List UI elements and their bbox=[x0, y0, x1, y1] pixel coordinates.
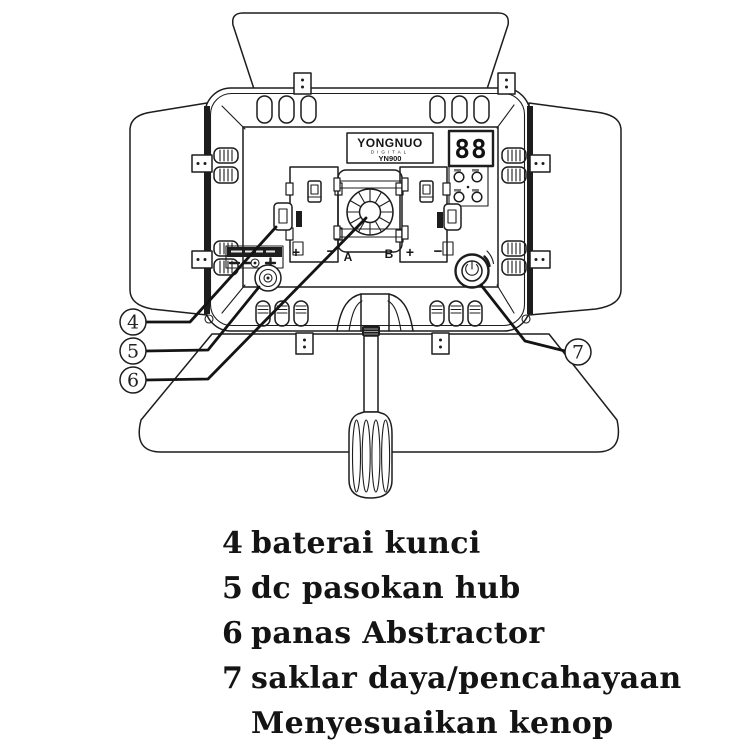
caption-text: saklar daya/pencahayaan bbox=[251, 661, 682, 696]
callout-7-number: 7 bbox=[571, 341, 585, 364]
slot-a-label: A bbox=[343, 250, 353, 264]
caption-text: panas Abstractor bbox=[251, 616, 545, 651]
battery-lock-slider-right bbox=[444, 204, 461, 230]
callout-6 bbox=[120, 367, 146, 393]
caption-number: 5 bbox=[222, 571, 244, 606]
callout-5-number: 5 bbox=[126, 340, 140, 363]
callout-6-number: 6 bbox=[126, 369, 140, 392]
plate-a-minus: − bbox=[326, 243, 336, 260]
model-text: YN900 bbox=[378, 154, 402, 163]
callout-4 bbox=[120, 309, 146, 335]
caption-line bbox=[222, 614, 682, 659]
brand-text: YONGNUO bbox=[357, 136, 423, 150]
slot-b-label: B bbox=[384, 247, 394, 261]
plate-b-plus: + bbox=[405, 244, 415, 260]
display-value: 88 bbox=[454, 135, 488, 165]
caption-number: 4 bbox=[222, 526, 244, 561]
barn-door-top bbox=[233, 13, 509, 89]
caption-number: 7 bbox=[222, 661, 244, 696]
caption-line bbox=[222, 569, 682, 614]
caption-number bbox=[222, 704, 251, 749]
caption-line bbox=[222, 524, 682, 569]
caption-text: dc pasokan hub bbox=[251, 571, 521, 606]
led-display bbox=[449, 131, 493, 166]
callout-4-number: 4 bbox=[126, 311, 140, 334]
callout-5 bbox=[120, 338, 146, 364]
caption-text: Menyesuaikan kenop bbox=[251, 706, 614, 741]
caption-text: baterai kunci bbox=[251, 526, 481, 561]
caption-number: 6 bbox=[222, 616, 244, 651]
barn-door-left bbox=[130, 103, 207, 315]
brand-sub-text: DIGITAL bbox=[370, 149, 410, 155]
callout-7 bbox=[565, 339, 591, 365]
barn-door-right bbox=[529, 103, 621, 315]
plate-a-plus: + bbox=[291, 244, 301, 260]
plate-b-minus: − bbox=[433, 243, 443, 260]
indicator-led bbox=[467, 186, 470, 189]
caption-list bbox=[222, 524, 682, 749]
caption-line bbox=[222, 659, 682, 704]
caption-line bbox=[222, 704, 682, 749]
